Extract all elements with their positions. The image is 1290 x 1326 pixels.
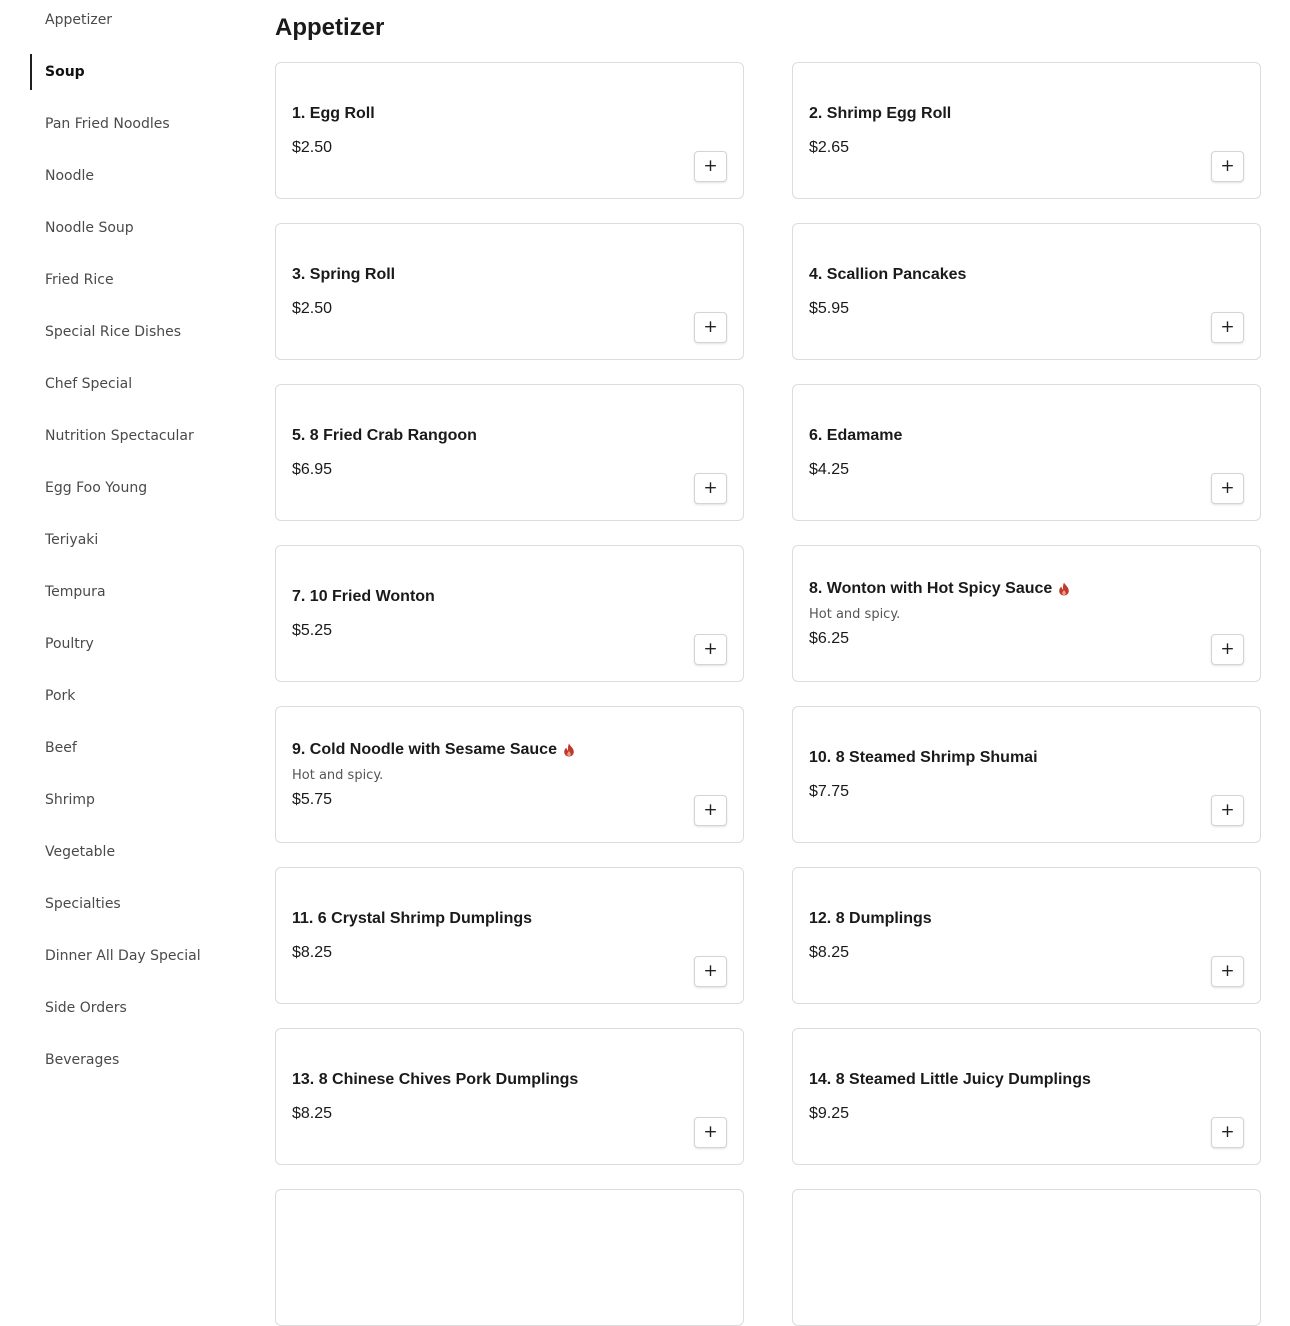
menu-item-price: $8.25	[292, 943, 333, 961]
menu-item-card[interactable]	[792, 706, 1261, 843]
sidebar-item-specialties[interactable]	[30, 886, 230, 922]
menu-item-name	[292, 909, 673, 929]
menu-content	[275, 0, 1261, 1208]
menu-item-price: $5.95	[809, 299, 850, 317]
menu-item-name	[292, 265, 673, 285]
plus-icon: +	[1220, 156, 1235, 176]
add-item-button[interactable]	[1211, 795, 1244, 826]
plus-icon: +	[703, 317, 718, 337]
sidebar-item-noodle-soup[interactable]	[30, 210, 230, 246]
menu-item-price: $5.75	[292, 790, 333, 808]
menu-item-name-text: 11. 6 Crystal Shrimp Dumplings	[292, 909, 533, 927]
menu-item-price: $8.25	[292, 1104, 333, 1122]
menu-item-card[interactable]	[275, 62, 744, 199]
menu-item-name	[809, 1070, 1190, 1090]
sidebar-item-label: Beef	[45, 740, 77, 756]
menu-item-info	[809, 868, 1190, 1003]
menu-item-name-text: 9. Cold Noodle with Sesame Sauce	[292, 740, 557, 758]
spicy-flame-icon	[563, 743, 575, 757]
spicy-flame-icon	[1058, 582, 1070, 596]
plus-icon: +	[1220, 478, 1235, 498]
menu-item-name	[809, 748, 1190, 768]
sidebar-item-noodle[interactable]	[30, 158, 230, 194]
menu-item-info	[292, 707, 673, 842]
sidebar-item-label: Chef Special	[45, 376, 133, 392]
plus-icon: +	[703, 478, 718, 498]
menu-item-name-text: 4. Scallion Pancakes	[809, 265, 967, 283]
menu-item-description: Hot and spicy.	[809, 606, 901, 622]
menu-item-name	[809, 579, 1190, 599]
sidebar-item-label: Fried Rice	[45, 272, 114, 288]
add-item-button[interactable]	[694, 795, 727, 826]
menu-item-card[interactable]	[275, 223, 744, 360]
plus-icon: +	[1220, 1122, 1235, 1142]
plus-icon: +	[703, 156, 718, 176]
sidebar-item-pan-fried-noodles[interactable]	[30, 106, 230, 142]
sidebar-item-nutrition-spectacular[interactable]	[30, 418, 230, 454]
menu-item-name-text: 14. 8 Steamed Little Juicy Dumplings	[809, 1070, 1091, 1088]
menu-item-card[interactable]	[275, 706, 744, 843]
menu-item-card[interactable]	[792, 223, 1261, 360]
sidebar-item-chef-special[interactable]	[30, 366, 230, 402]
add-item-button[interactable]	[1211, 634, 1244, 665]
sidebar-item-fried-rice[interactable]	[30, 262, 230, 298]
sidebar-item-label: Shrimp	[45, 792, 95, 808]
menu-item-info	[809, 224, 1190, 359]
sidebar-item-tempura[interactable]	[30, 574, 230, 610]
menu-item-card[interactable]	[275, 867, 744, 1004]
menu-item-name	[292, 587, 673, 607]
menu-item-name	[809, 426, 1190, 446]
plus-icon: +	[703, 1122, 718, 1142]
sidebar-item-label: Poultry	[45, 636, 94, 652]
menu-item-info	[809, 63, 1190, 198]
menu-item-info	[292, 385, 673, 520]
section-title: Appetizer	[275, 14, 385, 41]
sidebar-item-label: Vegetable	[45, 844, 116, 860]
menu-item-info	[809, 707, 1190, 842]
sidebar-item-soup[interactable]	[30, 54, 230, 90]
plus-icon: +	[1220, 639, 1235, 659]
menu-item-card-partial[interactable]	[792, 1189, 1261, 1326]
add-item-button[interactable]	[694, 151, 727, 182]
menu-item-info	[809, 385, 1190, 520]
menu-item-price: $2.50	[292, 299, 333, 317]
plus-icon: +	[1220, 800, 1235, 820]
menu-item-name-text: 3. Spring Roll	[292, 265, 396, 283]
sidebar-item-egg-foo-young[interactable]	[30, 470, 230, 506]
menu-item-info	[292, 546, 673, 681]
sidebar-item-beef[interactable]	[30, 730, 230, 766]
menu-item-name-text: 13. 8 Chinese Chives Pork Dumplings	[292, 1070, 579, 1088]
sidebar-item-poultry[interactable]	[30, 626, 230, 662]
menu-item-name-text: 2. Shrimp Egg Roll	[809, 104, 952, 122]
menu-item-name-text: 12. 8 Dumplings	[809, 909, 932, 927]
menu-item-card[interactable]	[275, 545, 744, 682]
menu-item-name-text: 5. 8 Fried Crab Rangoon	[292, 426, 477, 444]
menu-item-name-text: 1. Egg Roll	[292, 104, 375, 122]
add-item-button[interactable]	[694, 312, 727, 343]
menu-item-name-text: 6. Edamame	[809, 426, 903, 444]
menu-item-card[interactable]	[792, 867, 1261, 1004]
category-sidebar	[0, 0, 240, 1208]
sidebar-item-beverages[interactable]	[30, 1042, 230, 1078]
sidebar-item-label: Soup	[45, 64, 85, 80]
add-item-button[interactable]	[1211, 473, 1244, 504]
menu-item-price: $9.25	[809, 1104, 850, 1122]
menu-item-info	[292, 224, 673, 359]
add-item-button[interactable]	[694, 473, 727, 504]
menu-item-info	[292, 868, 673, 1003]
sidebar-item-label: Pan Fried Noodles	[45, 116, 170, 132]
sidebar-item-side-orders[interactable]	[30, 990, 230, 1026]
sidebar-item-label: Noodle Soup	[45, 220, 134, 236]
sidebar-item-label: Specialties	[45, 896, 121, 912]
menu-item-name	[809, 265, 1190, 285]
plus-icon: +	[1220, 961, 1235, 981]
menu-item-price: $4.25	[809, 460, 850, 478]
menu-item-card-partial[interactable]	[275, 1189, 744, 1326]
add-item-button[interactable]	[1211, 956, 1244, 987]
menu-item-card[interactable]	[275, 384, 744, 521]
add-item-button[interactable]	[1211, 151, 1244, 182]
menu-item-name-text: 10. 8 Steamed Shrimp Shumai	[809, 748, 1038, 766]
menu-item-price: $7.75	[809, 782, 850, 800]
sidebar-item-shrimp[interactable]	[30, 782, 230, 818]
sidebar-item-special-rice-dishes[interactable]	[30, 314, 230, 350]
sidebar-item-label: Beverages	[45, 1052, 120, 1068]
menu-item-info	[292, 63, 673, 198]
menu-item-name	[809, 909, 1190, 929]
sidebar-item-label: Tempura	[45, 584, 106, 600]
add-item-button[interactable]	[1211, 1117, 1244, 1148]
menu-item-card[interactable]	[792, 545, 1261, 682]
sidebar-item-label: Dinner All Day Special	[45, 948, 201, 964]
sidebar-item-label: Teriyaki	[45, 532, 99, 548]
sidebar-item-teriyaki[interactable]	[30, 522, 230, 558]
sidebar-item-appetizer[interactable]	[30, 2, 230, 38]
menu-item-info	[292, 1029, 673, 1164]
add-item-button[interactable]	[694, 1117, 727, 1148]
sidebar-item-label: Special Rice Dishes	[45, 324, 182, 340]
menu-item-info	[809, 546, 1190, 681]
menu-item-info	[809, 1029, 1190, 1164]
menu-item-price: $2.65	[809, 138, 850, 156]
sidebar-item-label: Appetizer	[45, 12, 113, 28]
sidebar-item-label: Noodle	[45, 168, 94, 184]
menu-item-card[interactable]	[792, 1028, 1261, 1165]
menu-item-card[interactable]	[792, 62, 1261, 199]
menu-item-name-text: 7. 10 Fried Wonton	[292, 587, 435, 605]
sidebar-item-vegetable[interactable]	[30, 834, 230, 870]
menu-item-price: $6.95	[292, 460, 333, 478]
sidebar-item-label: Pork	[45, 688, 76, 704]
menu-item-name	[292, 426, 673, 446]
menu-item-price: $6.25	[809, 629, 850, 647]
plus-icon: +	[703, 961, 718, 981]
plus-icon: +	[703, 639, 718, 659]
add-item-button[interactable]	[694, 634, 727, 665]
menu-item-price: $8.25	[809, 943, 850, 961]
menu-item-name	[292, 1070, 673, 1090]
menu-item-name	[292, 740, 673, 760]
menu-item-price: $2.50	[292, 138, 333, 156]
menu-item-price: $5.25	[292, 621, 333, 639]
plus-icon: +	[1220, 317, 1235, 337]
sidebar-item-dinner-all-day-special[interactable]	[30, 938, 230, 974]
sidebar-item-label: Nutrition Spectacular	[45, 428, 194, 444]
sidebar-item-label: Side Orders	[45, 1000, 127, 1016]
menu-item-name	[809, 104, 1190, 124]
menu-item-card[interactable]	[275, 1028, 744, 1165]
menu-item-name	[292, 104, 673, 124]
sidebar-item-label: Egg Foo Young	[45, 480, 148, 496]
sidebar-item-pork[interactable]	[30, 678, 230, 714]
plus-icon: +	[703, 800, 718, 820]
menu-item-description: Hot and spicy.	[292, 767, 384, 783]
menu-item-name-text: 8. Wonton with Hot Spicy Sauce	[809, 579, 1053, 597]
add-item-button[interactable]	[1211, 312, 1244, 343]
menu-item-card[interactable]	[792, 384, 1261, 521]
add-item-button[interactable]	[694, 956, 727, 987]
